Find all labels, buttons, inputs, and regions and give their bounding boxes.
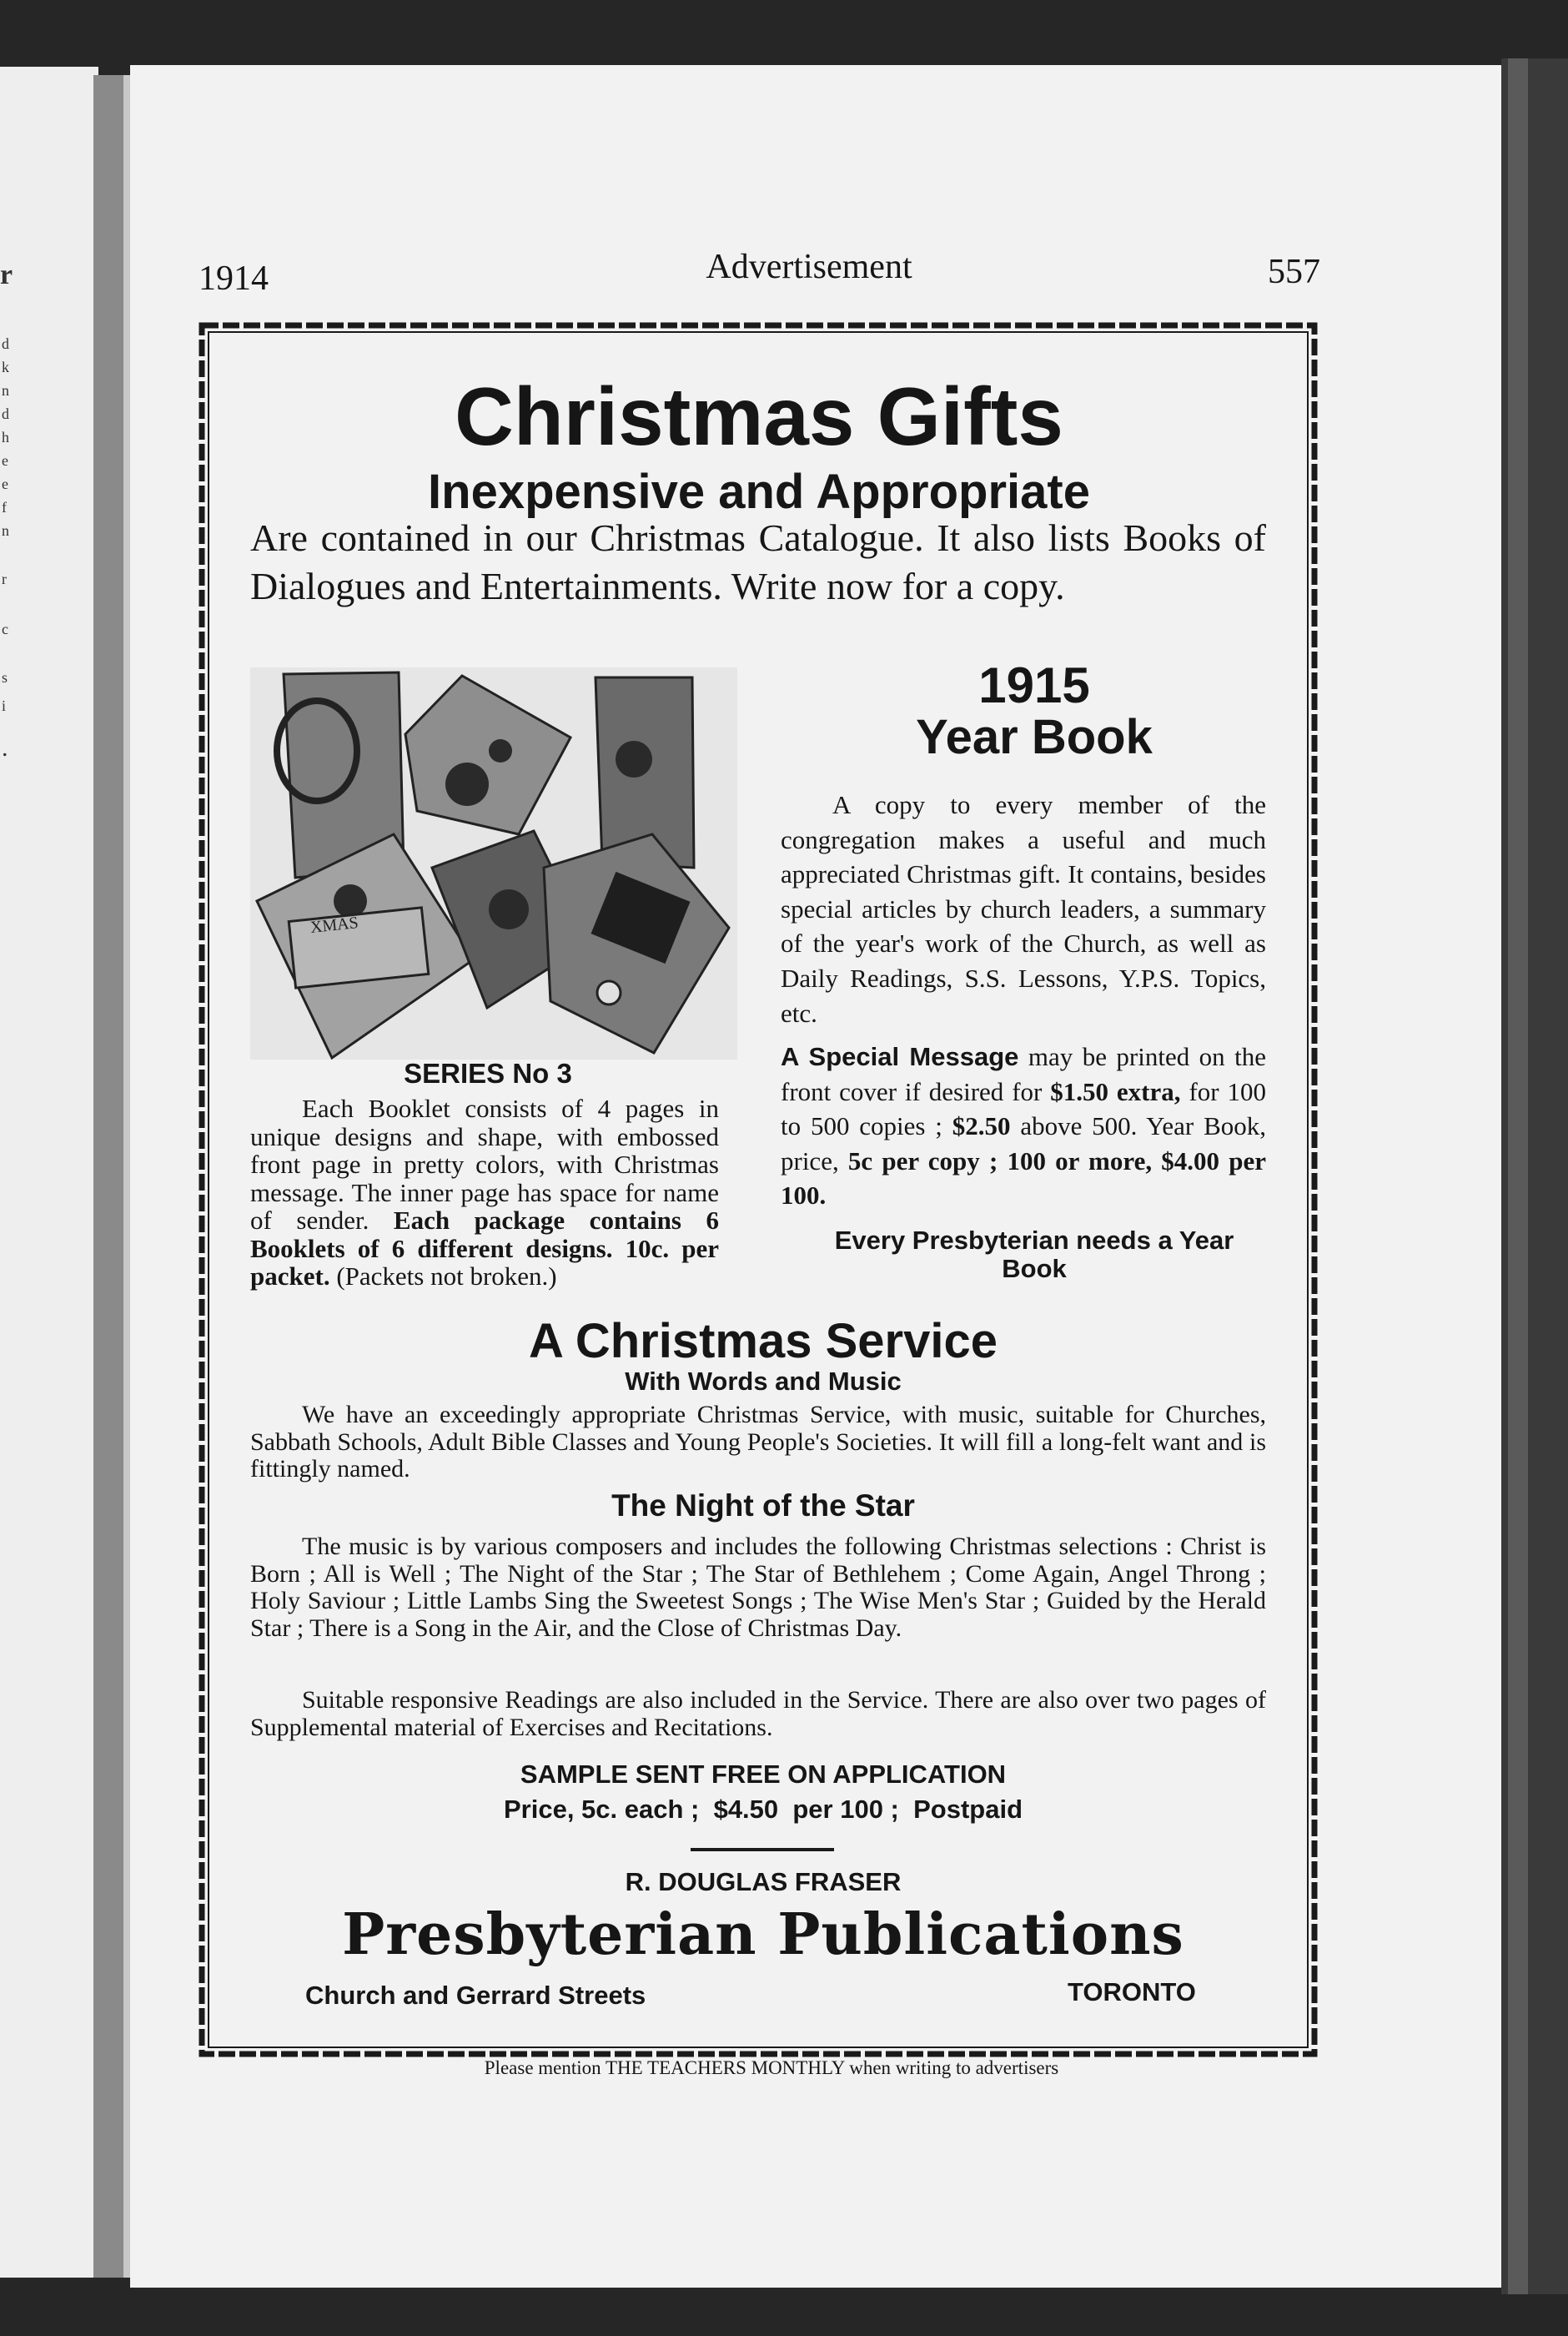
readings-description: Suitable responsive Readings are also included in the Service. There are also over two pages of Supplemental material of Exercises and Recitations. bbox=[250, 1686, 1266, 1741]
special-text-2: for 100 to 500 copies ; bbox=[781, 1076, 1267, 1141]
special-price-3: 5c per copy ; 100 or more, $4.00 per 100. bbox=[781, 1145, 1266, 1211]
svg-text:h: h bbox=[2, 429, 9, 446]
footer-note: Please mention THE TEACHERS MONTHLY when writing to advertisers bbox=[484, 2057, 1059, 2078]
publisher-name: R. DOUGLAS FRASER bbox=[625, 1867, 902, 1896]
series-title: SERIES No 3 bbox=[404, 1058, 572, 1089]
special-price-1: $1.50 extra, bbox=[1050, 1076, 1181, 1106]
svg-text:e: e bbox=[2, 452, 8, 469]
series-text-bold: Each package contains 6 Booklets of 6 different designs. 10c. per packet. bbox=[250, 1206, 719, 1291]
special-text-3: above 500. Year Book, price, bbox=[781, 1111, 1266, 1176]
service-title: A Christmas Service bbox=[528, 1314, 998, 1368]
year-book-title: Year Book bbox=[916, 710, 1153, 764]
svg-text:.: . bbox=[2, 734, 8, 762]
night-of-star-title: The Night of the Star bbox=[611, 1488, 915, 1523]
page-number: 557 bbox=[1268, 253, 1320, 291]
year-book-special-message bbox=[781, 1040, 1266, 1213]
sample-line: SAMPLE SENT FREE ON APPLICATION bbox=[520, 1760, 1007, 1789]
ad-intro: Are contained in our Christmas Catalogue. It also lists Books of Dialogues and Entertainments. Write now for a copy. bbox=[250, 516, 1266, 607]
ad-subtitle: Inexpensive and Appropriate bbox=[428, 465, 1090, 519]
every-presbyterian-line: Every Presbyterian needs a Year Book bbox=[834, 1226, 1234, 1283]
svg-text:n: n bbox=[2, 382, 9, 399]
right-edge-pages bbox=[1508, 58, 1528, 2294]
svg-text:d: d bbox=[2, 335, 9, 352]
booklet-label: XMAS bbox=[309, 914, 359, 937]
svg-text:k: k bbox=[2, 359, 9, 375]
service-description: We have an exceedingly appropriate Christmas Service, with music, suitable for Churches, Sabbath Schools, Adult Bible Classes and Young People's Societies. It will fill a long-felt want and is fittingly named. bbox=[250, 1401, 1266, 1483]
night-of-star-description: The music is by various composers and includes the following Christmas selections : Christ is Born ; All is Well ; The Night of the Star ; The Star of Bethlehem ; Come Again, Angel Throng ; Holy Saviour ; Little Lambs Sing the Sweetest Songs ; The Wise Men's Star ; Guided by the Herald Star ; There is a Song in the Air, and the Close of Christmas Day. bbox=[250, 1533, 1266, 1642]
series-text-regular: Each Booklet consists of 4 pages in unique designs and shape, with embossed front page in pretty colors, with Christmas message. The inner page has space for name of sender. bbox=[250, 1094, 719, 1235]
svg-text:e: e bbox=[2, 476, 8, 492]
header-year: 1914 bbox=[199, 259, 269, 298]
gutter-shadow bbox=[93, 75, 128, 2278]
special-price-2: $2.50 bbox=[952, 1111, 1011, 1141]
svg-text:n: n bbox=[2, 522, 9, 539]
svg-text:f: f bbox=[2, 499, 7, 516]
svg-text:i: i bbox=[2, 697, 7, 714]
series-text-end: (Packets not broken.) bbox=[329, 1261, 557, 1291]
header-title: Advertisement bbox=[706, 248, 912, 286]
left-page bbox=[0, 67, 98, 2278]
svg-text:d: d bbox=[2, 405, 9, 422]
svg-text:r: r bbox=[0, 259, 13, 290]
price-line: Price, 5c. each ; $4.50 per 100 ; Postpaid bbox=[503, 1795, 1023, 1824]
sample-and-price bbox=[334, 1757, 1193, 1827]
special-text-1: may be printed on the front cover if desired for bbox=[781, 1042, 1266, 1106]
publisher-street: Church and Gerrard Streets bbox=[305, 1981, 646, 2010]
series-description bbox=[250, 1095, 719, 1291]
svg-text:c: c bbox=[2, 621, 8, 637]
year-book-description: A copy to every member of the congregation makes a useful and much appreciated Christmas gift. It contains, besides special articles by church leaders, a summary of the year's work of the Church, as well as Daily Readings, S.S. Lessons, Y.P.S. Topics, etc. bbox=[781, 790, 1266, 1028]
service-subtitle: With Words and Music bbox=[625, 1367, 902, 1396]
publisher-company: Presbyterian Publications bbox=[342, 1901, 1184, 1968]
ad-title: Christmas Gifts bbox=[455, 370, 1063, 462]
svg-text:r: r bbox=[2, 571, 7, 587]
booklets-illustration bbox=[250, 667, 737, 1060]
publisher-city: TORONTO bbox=[1068, 1977, 1196, 2006]
year-book-year: 1915 bbox=[978, 657, 1090, 713]
special-message-label: A Special Message bbox=[781, 1042, 1019, 1071]
svg-text:s: s bbox=[2, 669, 8, 686]
